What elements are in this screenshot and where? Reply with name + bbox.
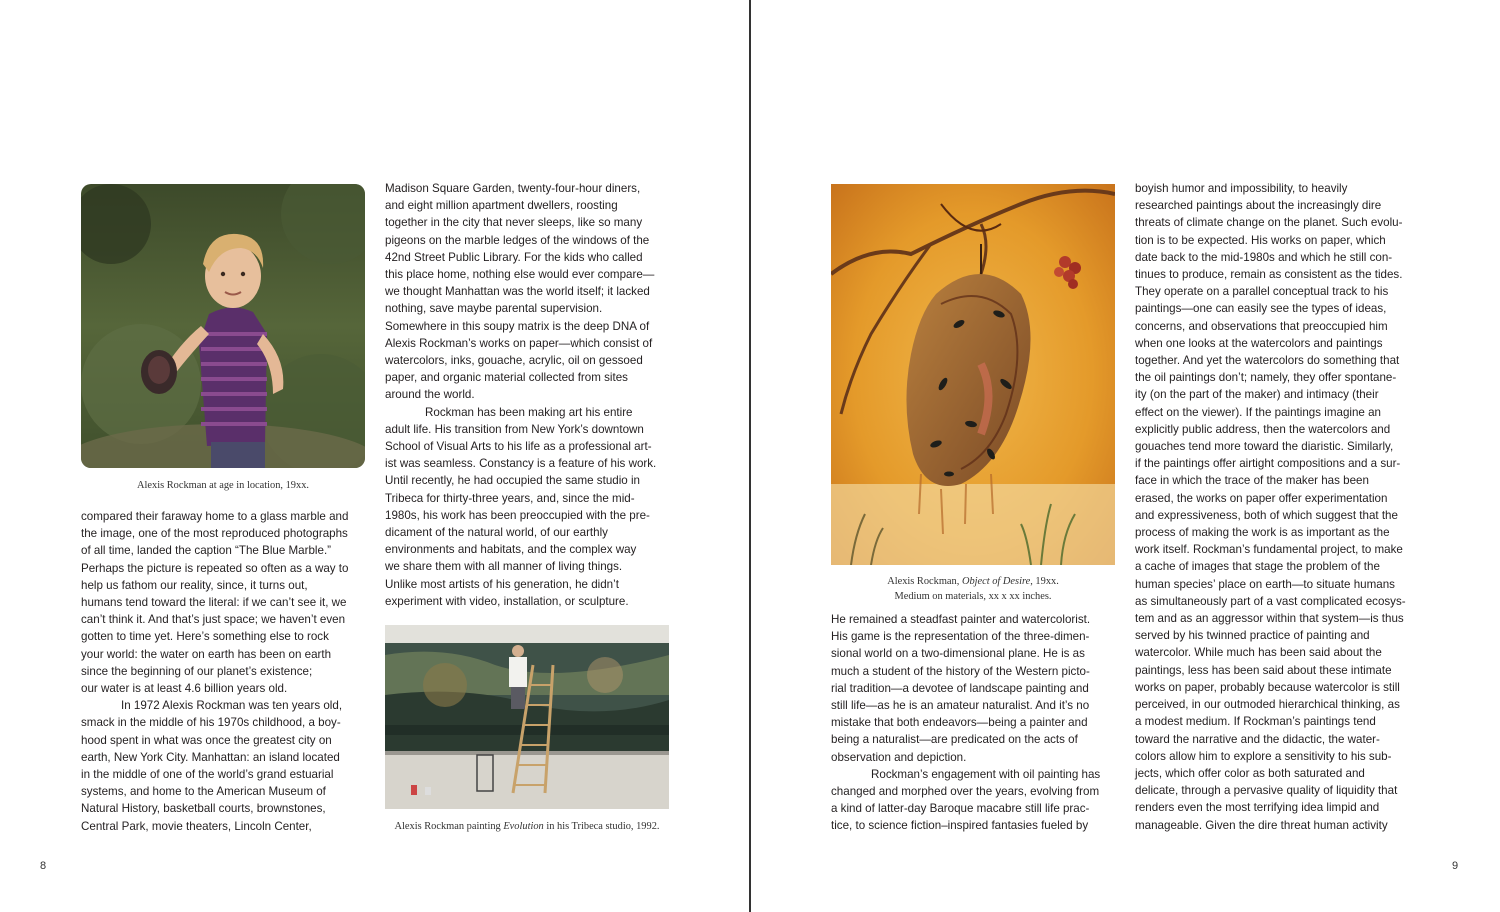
text-line: tice, to science fiction–inspired fantasies fueled by — [831, 819, 1089, 833]
folio-text: 9 — [1452, 860, 1459, 872]
text-line: much a student of the history of the Western picto- — [831, 664, 1090, 678]
painting-caption — [831, 575, 1115, 604]
text-line: as simultaneously part of a vast complicated ecosys- — [1135, 594, 1406, 608]
text-line: tinues to produce, remain as consistent as the tides. — [1135, 268, 1403, 282]
folio-text: 8 — [40, 860, 47, 872]
text-line: gouaches tend more toward the diaristic. Similarly, — [1135, 440, 1394, 454]
column-a-paragraph-2 — [81, 697, 367, 835]
text-line: boyish humor and impossibility, to heavily — [1135, 182, 1348, 195]
text-line: pigeons on the marble ledges of the windows of the — [385, 233, 650, 247]
text-line: process of making the work is as important as the — [1135, 526, 1390, 540]
text-line: observation and depiction. — [831, 750, 967, 764]
photo-boy-with-turtle — [81, 184, 365, 468]
text-line: watercolors, inks, gouache, acrylic, oil on gessoed — [385, 354, 643, 368]
text-line: help us fathom our reality, since, it turns out, — [81, 578, 308, 592]
text-line: the oil paintings don’t; namely, they offer spontane- — [1135, 371, 1397, 385]
text-line: work itself. Rockman’s fundamental project, to make — [1135, 543, 1403, 557]
photo-studio-painting — [385, 625, 669, 809]
column-b-paragraph-2 — [385, 404, 675, 610]
text-line: They operate on a parallel conceptual track to his — [1135, 285, 1389, 299]
text-line: nothing, save maybe parental supervision. — [385, 302, 603, 316]
text-line: we thought Manhattan was the world itself; it lacked — [385, 285, 650, 299]
text-line: humans tend toward the literal: if we can’t see it, we — [81, 596, 347, 610]
caption-text: in his Tribeca studio, 1992. — [543, 821, 660, 832]
text-line: being a naturalist—are predicated on the acts of — [831, 733, 1078, 747]
text-line: your world: the water on earth has been on earth — [81, 647, 332, 661]
column-b-paragraph-1 — [385, 180, 675, 404]
text-line: together in the city that never sleeps, like so many — [385, 216, 643, 230]
text-line: sional world on a two-dimensional plane. He is as — [831, 647, 1085, 661]
text-line: watercolor. While much has been said about the — [1135, 646, 1382, 660]
text-line: systems, and home to the American Museum of — [81, 785, 326, 799]
text-line: our water is at least 4.6 billion years old. — [81, 682, 288, 696]
text-line: rial tradition—a devotee of landscape painting and — [831, 681, 1089, 695]
spread-gutter-divider — [749, 0, 751, 912]
text-line: erased, the works on paper offer experimentation — [1135, 491, 1388, 505]
text-line: jects, which offer color as both saturated and — [1135, 766, 1365, 780]
text-line: of all time, landed the caption “The Blue Marble.” — [81, 544, 332, 558]
text-line: date back to the mid-1980s and which he still con- — [1135, 250, 1393, 264]
text-line: Central Park, movie theaters, Lincoln Center, — [81, 819, 312, 833]
text-line: Madison Square Garden, twenty-four-hour diners, — [385, 182, 641, 195]
text-line: together. And yet the watercolors do something that — [1135, 354, 1400, 368]
caption-text: Alexis Rockman, — [887, 576, 962, 587]
text-line: can’t think it. And that’s just space; we haven’t even — [81, 613, 346, 627]
text-line: Somewhere in this soupy matrix is the deep DNA of — [385, 319, 650, 333]
right-page-column-d — [1135, 180, 1435, 834]
text-line: a kind of latter-day Baroque macabre still life prac- — [831, 802, 1090, 816]
column-a-paragraph-1 — [81, 508, 367, 697]
text-line: concerns, and observations that preoccupied him — [1135, 319, 1388, 333]
text-line: and expressiveness, both of which suggest that the — [1135, 508, 1398, 522]
text-line: tion is to be expected. His works on paper, which — [1135, 233, 1386, 247]
caption-text: , 19xx. — [1030, 576, 1059, 587]
text-line: a modest medium. If Rockman’s paintings tend — [1135, 715, 1376, 729]
text-line: works on paper, probably because watercolor is still — [1135, 680, 1400, 694]
text-line: Unlike most artists of his generation, he didn’t — [385, 577, 619, 591]
text-line: 1980s, his work has been preoccupied with the pre- — [385, 508, 650, 522]
text-line: In 1972 Alexis Rockman was ten years old, — [121, 699, 343, 713]
text-line: still life—as he is an amateur naturalist. And it’s no — [831, 699, 1090, 713]
column-c-paragraph-1 — [831, 611, 1121, 766]
text-line: in the middle of one of the world’s grand estuarial — [81, 768, 334, 782]
text-line: mistake that both endeavors—being a painter and — [831, 716, 1088, 730]
caption-text: Alexis Rockman painting — [394, 821, 504, 832]
text-line: if the paintings offer airtight compositions and a sur- — [1135, 457, 1401, 471]
text-line: the image, one of the most reproduced photographs — [81, 527, 348, 541]
text-line: when one looks at the watercolors and paintings — [1135, 336, 1383, 350]
text-line: dicament of the natural world, of our earthly — [385, 526, 608, 540]
text-line: toward the narrative and the didactic, the water- — [1135, 732, 1380, 746]
text-line: paintings—one can easily see the types of ideas, — [1135, 302, 1387, 316]
text-line: and eight million apartment dwellers, roosting — [385, 199, 618, 213]
text-line: experiment with video, installation, or sculpture. — [385, 594, 629, 608]
text-line: adult life. His transition from New York’s downtown — [385, 422, 644, 436]
text-line: Until recently, he had occupied the same studio in — [385, 474, 640, 488]
page-number-right — [1452, 860, 1458, 872]
text-line: Perhaps the picture is repeated so often as a way to — [81, 561, 349, 575]
text-line: Rockman’s engagement with oil painting has — [871, 767, 1101, 781]
photo-studio-caption — [371, 820, 683, 835]
text-line: Tribeca for thirty-three years, and, since the mid- — [385, 491, 635, 505]
text-line: School of Visual Arts to his life as a professional art- — [385, 440, 652, 454]
text-line: He remained a steadfast painter and watercolorist. — [831, 613, 1091, 626]
painting-object-of-desire — [831, 184, 1115, 565]
text-line: tem and as an aggressor within that system—is thus — [1135, 612, 1404, 626]
caption-artwork-title: Object of Desire — [961, 576, 1031, 587]
text-line: a cache of images that stage the problem of the — [1135, 560, 1380, 574]
text-line: researched paintings about the increasingly dire — [1135, 199, 1382, 213]
text-line: colors allow him to explore a sensitivity to his sub- — [1135, 749, 1392, 763]
caption-text: Alexis Rockman at age in location, 19xx. — [137, 480, 309, 491]
text-line: delicate, through a pervasive quality of liquidity that — [1135, 784, 1398, 798]
text-line: served by his twinned practice of painting and — [1135, 629, 1370, 643]
text-line: face in which the trace of the maker has been — [1135, 474, 1369, 488]
text-line: this place home, nothing else would ever compare— — [385, 268, 655, 282]
text-line: compared their faraway home to a glass marble and — [81, 510, 349, 523]
caption-medium-dimensions: Medium on materials, xx x xx inches. — [894, 590, 1052, 602]
text-line: explicitly public address, then the watercolors and — [1135, 422, 1391, 436]
text-line: earth, New York City. Manhattan: an island located — [81, 750, 340, 764]
text-line: Natural History, basketball courts, brownstones, — [81, 802, 326, 816]
text-line: Alexis Rockman’s works on paper—which consist of — [385, 336, 653, 350]
text-line: ist was seamless. Constancy is a feature of his work. — [385, 457, 657, 471]
text-line: effect on the viewer). If the paintings imagine an — [1135, 405, 1381, 419]
text-line: renders even the most terrifying idea limpid and — [1135, 801, 1380, 815]
column-d-paragraph-1 — [1135, 180, 1435, 834]
text-line: smack in the middle of his 1970s childhood, a boy- — [81, 716, 341, 730]
text-line: manageable. Given the dire threat human activity — [1135, 818, 1388, 832]
text-line: paper, and organic material collected from sites — [385, 371, 628, 385]
text-line: human species’ place on earth—to situate humans — [1135, 577, 1395, 591]
page-number-left — [40, 860, 46, 872]
column-c-paragraph-2 — [831, 766, 1121, 835]
left-page-column-a — [81, 508, 367, 835]
text-line: threats of climate change on the planet. Such evolu- — [1135, 216, 1403, 230]
text-line: environments and habitats, and the complex way — [385, 543, 637, 557]
text-line: ity (on the part of the maker) and intimacy (their — [1135, 388, 1379, 402]
photo-boy-caption — [81, 479, 365, 494]
text-line: gotten to time yet. Here’s something else to rock — [81, 630, 329, 644]
text-line: 42nd Street Public Library. For the kids who called — [385, 250, 643, 264]
text-line: we share them with all manner of living things. — [385, 560, 623, 574]
text-line: paintings, less has been said about these intimate — [1135, 663, 1392, 677]
text-line: changed and morphed over the years, evolving from — [831, 785, 1100, 799]
text-line: Rockman has been making art his entire — [425, 405, 633, 419]
text-line: around the world. — [385, 388, 475, 402]
right-page-column-c — [831, 611, 1121, 835]
text-line: hood spent in what was once the greatest city on — [81, 733, 332, 747]
text-line: His game is the representation of the three-dimen- — [831, 630, 1090, 644]
text-line: since the beginning of our planet’s existence; — [81, 664, 313, 678]
left-page-column-b — [385, 180, 675, 610]
text-line: perceived, in our outmoded hierarchical thinking, as — [1135, 698, 1400, 712]
caption-artwork-title: Evolution — [503, 821, 544, 832]
